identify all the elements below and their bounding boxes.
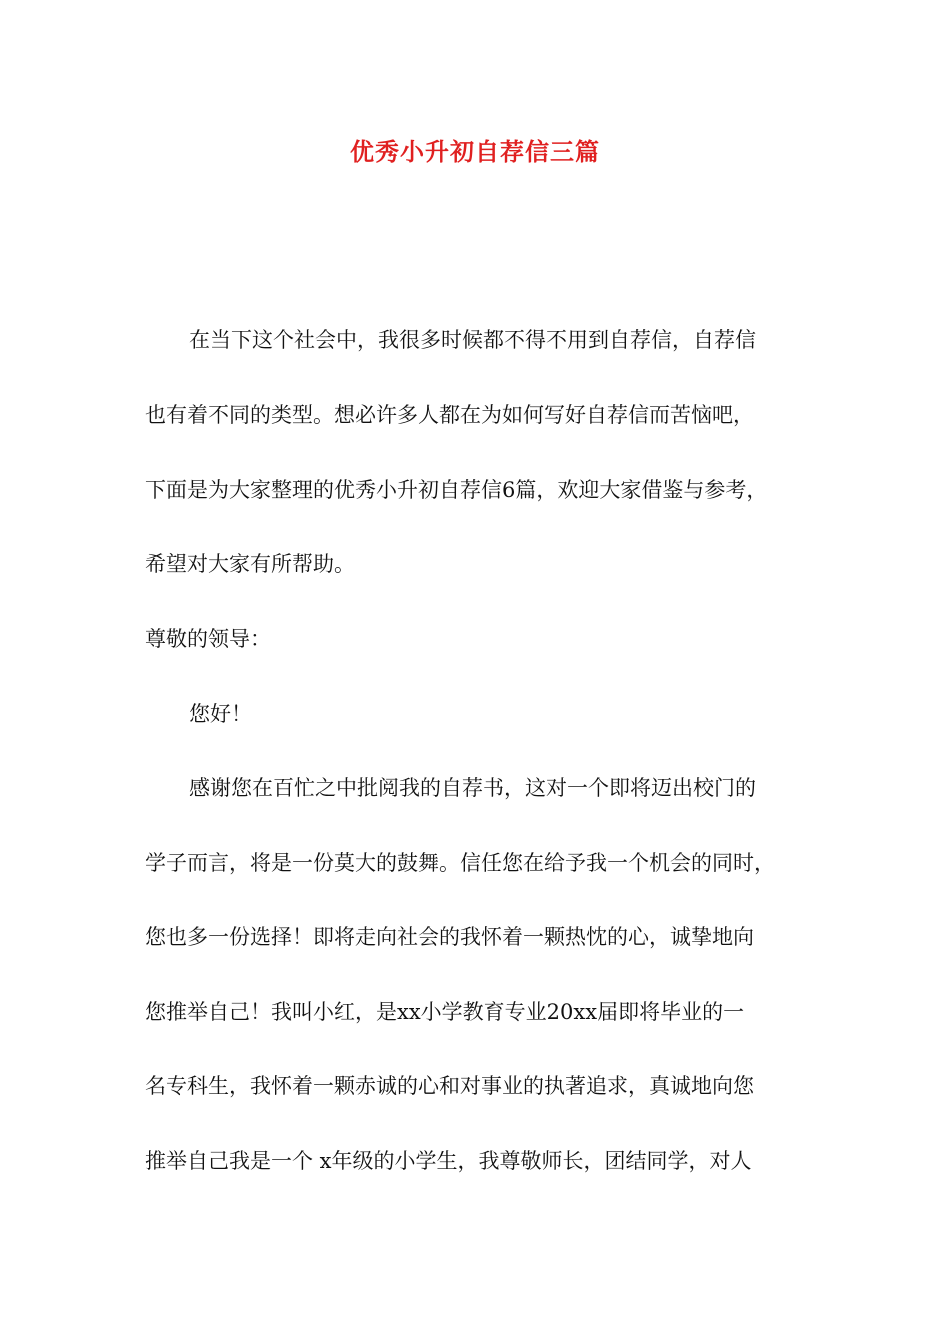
paragraph-line: 希望对大家有所帮助。	[145, 552, 355, 576]
paragraph-line: 您也多一份选择！即将走向社会的我怀着一颗热忱的心，诚挚地向	[145, 925, 754, 949]
greeting: 您好！	[189, 702, 252, 726]
paragraph-line: 也有着不同的类型。想必许多人都在为如何写好自荐信而苦恼吧，	[145, 403, 754, 427]
document-title: 优秀小升初自荐信三篇	[350, 137, 600, 166]
salutation: 尊敬的领导：	[145, 627, 271, 651]
paragraph-line: 感谢您在百忙之中批阅我的自荐书，这对一个即将迈出校门的	[189, 776, 756, 800]
paragraph-line: 在当下这个社会中，我很多时候都不得不用到自荐信，自荐信	[189, 328, 756, 352]
paragraph-line: 学子而言，将是一份莫大的鼓舞。信任您在给予我一个机会的同时，	[145, 851, 775, 875]
paragraph-line: 名专科生，我怀着一颗赤诚的心和对事业的执著追求，真诚地向您	[145, 1074, 754, 1098]
paragraph-line: 您推举自己！我叫小红，是xx小学教育专业20xx届即将毕业的一	[145, 1000, 745, 1024]
paragraph-line: 下面是为大家整理的优秀小升初自荐信6篇，欢迎大家借鉴与参考，	[145, 478, 768, 502]
paragraph-line: 推举自己我是一个 x年级的小学生，我尊敬师长，团结同学，对人	[145, 1149, 752, 1173]
